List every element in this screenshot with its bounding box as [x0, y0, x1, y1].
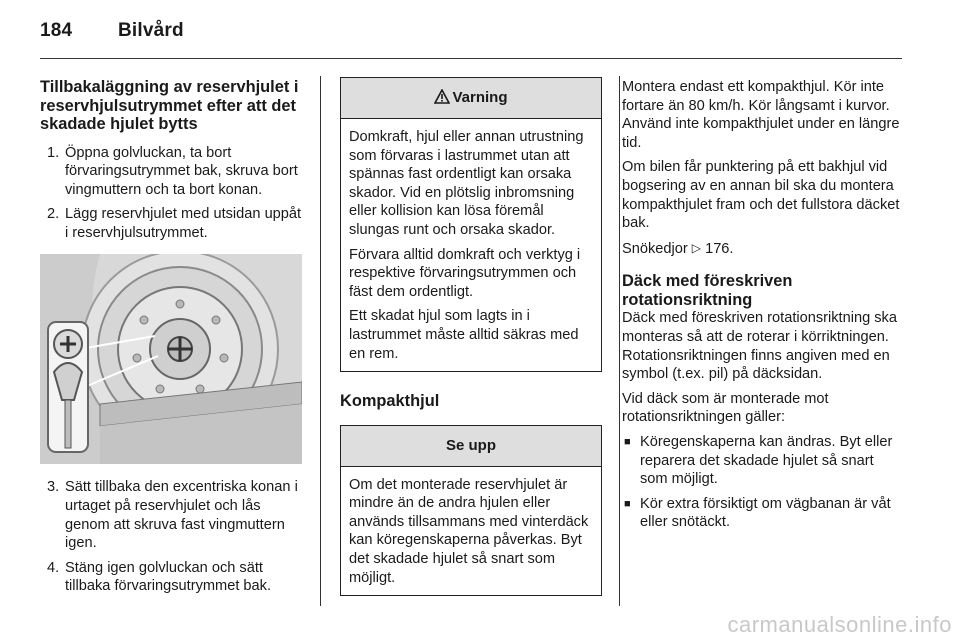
bullet-square-icon: ■ [624, 497, 631, 510]
caution-box [340, 425, 602, 597]
compact-wheel-heading: Kompakthjul [340, 392, 440, 411]
rotation-paragraph: Däck med föreskriven rotationsriktning ska monteras så att de roterar i körriktningen. Rotationsriktningen finns angiven med en symbol (t.ex. pil) på däcksidan. [622, 310, 897, 383]
column-middle [340, 77, 602, 596]
rotation-direction-heading: Däck med föreskriven rotationsriktning [622, 272, 793, 309]
list-item: 4. Stäng igen golvluckan och sätt tillbaka förvaringsutrymmet bak. [47, 559, 272, 595]
header-rule [40, 58, 902, 59]
column-left [40, 78, 306, 602]
warning-paragraph: Ett skadat hjul som lagts in i lastrummet måste alltid säkras med en rem. [349, 308, 579, 362]
column-right [622, 78, 904, 538]
page-number: 184 [40, 20, 73, 41]
column-divider-1 [320, 76, 321, 606]
warning-box [340, 77, 602, 372]
section-title: Bilvård [118, 20, 184, 41]
caution-header: Se upp [341, 426, 601, 467]
page-header [40, 20, 184, 42]
list-item: ■ Köregenskaperna kan ändras. Byt eller reparera det skadade hjulet så snart som möjligt. [624, 433, 893, 488]
reverse-mount-paragraph: Vid däck som är monterade mot rotationsriktningen gäller: [622, 390, 829, 426]
reference-page[interactable]: 176. [705, 240, 734, 257]
spare-wheel-drawing [40, 254, 302, 464]
reference-arrow-icon: ▷ [691, 240, 702, 255]
column-divider-2 [619, 76, 620, 606]
warning-body [341, 119, 601, 371]
spare-wheel-heading: Tillbakaläggning av reservhjulet i reservhjulsutrymmet efter att det skadade hjulet bytts [40, 78, 299, 133]
list-item: 2. Lägg reservhjulet med utsidan uppåt i reservhjulsutrymmet. [47, 206, 302, 241]
bullet-square-icon: ■ [624, 435, 631, 448]
warning-header [341, 78, 601, 119]
cross-reference [622, 239, 904, 259]
warning-paragraph: Förvara alltid domkraft och verktyg i respektive förvaringsutrymmen och fäst dem ordentligt. [349, 246, 581, 300]
steps-list-b [40, 478, 306, 596]
caution-body [341, 467, 601, 596]
compact-wheel-paragraph: Montera endast ett kompakthjul. Kör inte fortare än 80 km/h. Kör långsamt i kurvor. Använd inte kompakthjulet under en längre tid. [622, 79, 900, 151]
reference-label: Snökedjor [622, 240, 688, 257]
towing-paragraph: Om bilen får punktering på ett bakhjul vid bogsering av en annan bil ska du montera kompakthjulet fram och det fullstora däcket bak. [622, 159, 900, 232]
bullet-list [622, 433, 904, 532]
list-item: ■ Kör extra försiktigt om vägbanan är våt eller snötäckt. [624, 495, 891, 531]
warning-paragraph: Domkraft, hjul eller annan utrustning som förvaras i lastrummet utan att spännas fast ordentligt kan orsaka skador. Vid en plötslig inbromsning eller kollision kan lösa föremål slungas runt och orsaka skador. [349, 129, 584, 238]
spare-wheel-illustration [40, 254, 302, 464]
warning-triangle-icon [434, 80, 450, 120]
list-item: 3. Sätt tillbaka den excentriska konan i urtaget på reservhjulet och lås genom att skruva fast vingmuttern igen. [47, 479, 298, 552]
warning-title: Varning [452, 89, 508, 106]
steps-list-a [40, 144, 306, 243]
caution-text: Om det monterade reservhjulet är mindre än de andra hjulen eller används tillsammans med vinterdäck kan köregenskaperna påverkas. Byt det skadade hjulet så snart som möjligt. [349, 476, 589, 586]
watermark: carmanualsonline.info [727, 612, 952, 637]
list-item: 1. Öppna golvluckan, ta bort förvaringsutrymmet bak, skruva bort vingmuttern och ta bort konan. [47, 144, 298, 198]
